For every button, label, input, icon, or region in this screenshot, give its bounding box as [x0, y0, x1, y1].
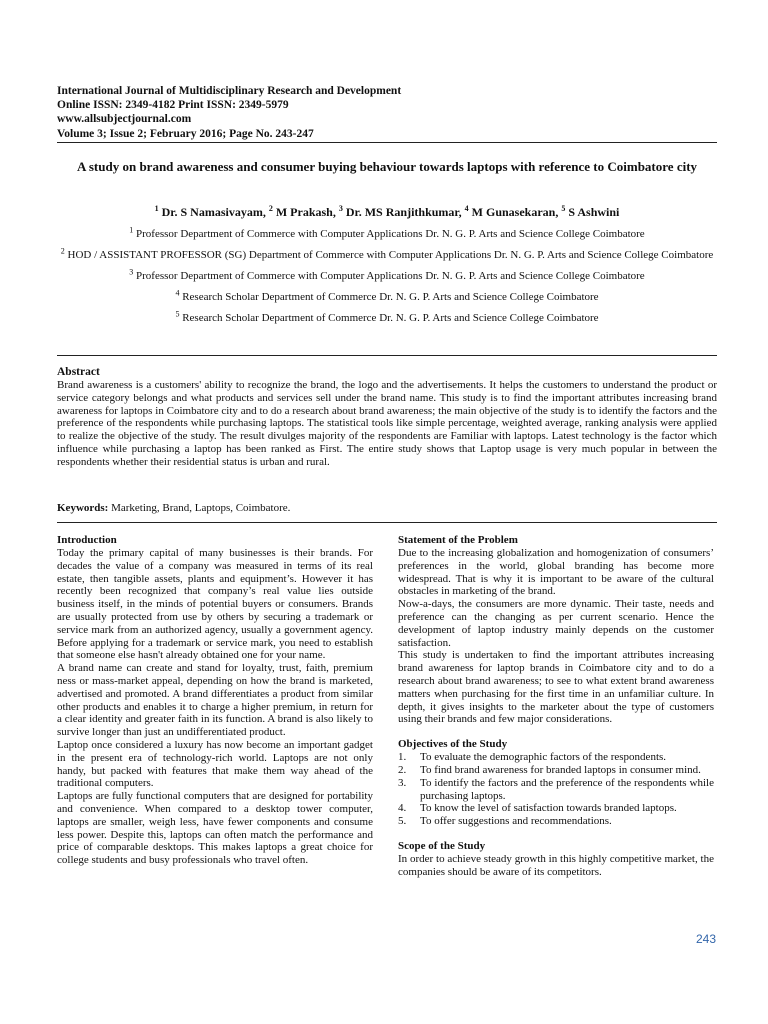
- scope-heading: Scope of the Study: [398, 839, 486, 852]
- journal-issn: Online ISSN: 2349-4182 Print ISSN: 2349-5979: [57, 99, 289, 112]
- author: $^4$ M Gunasekaran,: [464, 204, 559, 219]
- header-divider: [57, 142, 717, 143]
- author-list: [57, 202, 717, 222]
- affiliation-list: [57, 224, 717, 329]
- intro-paragraph: Today the primary capital of many businesses is their brands. For decades the value of a company was measured in terms of its real estate, then tangible assets, plants and equipment’s. However it has recently been recognized that company’s real value lies outside business itself, in the minds of potential buyers or consumers. Brands are usually protected from use by others by securing a trademark or service mark from an authorized agency, usually a government agency. Before applying for a trademark or service mark, you need to establish that someone else hasn't already obtained one for your name.: [57, 547, 373, 662]
- journal-header: [57, 84, 401, 141]
- keywords-label: Keywords:: [57, 502, 109, 514]
- problem-paragraph: This study is undertaken to find the important attributes increasing brand awareness for laptop brands in Coimbatore city and to do a research about brand awareness; to see to what extent brand awareness matters when purchasing for the first time in an unfamiliar culture. In depth, it gives insights to the marketer about the type of customers using their brands and few major considerations.: [398, 649, 714, 726]
- affiliation: $^5$ Research Scholar Department of Commerce Dr. N. G. P. Arts and Science College Coimbatore: [175, 309, 599, 324]
- right-column: [398, 534, 714, 879]
- abstract-heading: Abstract: [57, 366, 100, 378]
- intro-paragraph: A brand name can create and stand for loyalty, trust, faith, premium ness or mass-market appeal, depending on how the brand is marketed, advertised and promoted. A brand differentiates a product from similar other products and enables it to charge a higher premium, in return for a clear identity and greater faith in its function. A brand is also likely to survive longer than just an undifferentiated product.: [57, 662, 373, 739]
- affiliation: $^1$ Professor Department of Commerce with Computer Applications Dr. N. G. P. Arts and Science College Coimbatore: [129, 225, 645, 240]
- problem-heading: Statement of the Problem: [398, 534, 518, 546]
- keywords-text: Marketing, Brand, Laptops, Coimbatore.: [111, 502, 291, 514]
- list-item: 2. To find brand awareness for branded laptops in consumer mind.: [398, 763, 701, 776]
- journal-website[interactable]: www.allsubjectjournal.com: [57, 113, 192, 126]
- abstract-top-divider: [57, 355, 717, 356]
- affiliation: $^4$ Research Scholar Department of Commerce Dr. N. G. P. Arts and Science College Coimbatore: [175, 288, 599, 303]
- list-item: 4. To know the level of satisfaction towards branded laptops.: [398, 802, 677, 815]
- section-spacer: [398, 726, 714, 738]
- author: $^2$ M Prakash,: [268, 204, 336, 219]
- affiliation: $^2$ HOD / ASSISTANT PROFESSOR (SG) Department of Commerce with Computer Applications Dr. N. G. P. Arts and Science College Coimbatore: [60, 246, 714, 261]
- author: $^3$ Dr. MS Ranjithkumar,: [338, 204, 462, 219]
- author: $^5$ S Ashwini: [561, 204, 620, 219]
- objectives-heading: Objectives of the Study: [398, 738, 508, 751]
- intro-paragraph: Laptop once considered a luxury has now become an important gadget in the present era of technology-rich world. Laptops are not only handy, but packed with features that make them way ahead of the traditional computers.: [57, 738, 373, 790]
- problem-paragraph: Due to the increasing globalization and homogenization of consumers’ preferences in the world, global branding has become more widespread. That is why it is important to be aware of the cultural obstacles in marketing of the brand.: [398, 547, 714, 598]
- scope-paragraph: In order to achieve steady growth in this highly competitive market, the companies should be aware of its competitors.: [398, 852, 714, 878]
- abstract-text: Brand awareness is a customers' ability to recognize the brand, the logo and the advertisements. It helps the customers to understand the product or service category belongs and what products and services sell under the brand name. This study is to find the important attributes increasing brand awareness for laptops in Coimbatore city and to do a research about brand awareness; the main objective of the study is to identify the factors and the preference of the respondents while purchasing laptops. The statistical tools like simple percentage, weighted average, ranking analysis were applied to realize the objective of the study. The result divulges majority of the respondents are Familiar with laptops. Latest technology is the factor which influence while purchasing a laptop has been ranked as First. The entire study shows that Laptop usage is very much popular in between the respondents whether their residential status is urban and rural.: [57, 379, 717, 468]
- page-number: 243: [695, 932, 716, 946]
- list-item: 3. To identify the factors and the preference of the respondents while purchasing laptops.: [398, 776, 714, 802]
- problem-paragraph: Now-a-days, the consumers are more dynamic. Their taste, needs and preference can the changing as per current scenario. Hence the development of laptop industry mainly depends on the customer satisfaction.: [398, 598, 714, 649]
- affiliation: $^3$ Professor Department of Commerce with Computer Applications Dr. N. G. P. Arts and Science College Coimbatore: [129, 267, 645, 282]
- journal-name: International Journal of Multidisciplinary Research and Development: [57, 85, 402, 97]
- body-top-divider: [57, 522, 717, 523]
- author: $^1$ Dr. S Namasivayam,: [154, 204, 266, 219]
- journal-issue: Volume 3; Issue 2; February 2016; Page No. 243-247: [57, 127, 314, 140]
- intro-paragraph: Laptops are fully functional computers that are designed for portability and convenience. When compared to a desktop tower computer, laptops are smaller, weigh less, have fewer components and consume less power. Despite this, laptops can often match the performance and price of comparable desktops. This makes laptops a great choice for college students and busy professionals who travel often.: [57, 790, 373, 867]
- list-item: 5. To offer suggestions and recommendations.: [398, 815, 612, 828]
- section-spacer: [398, 828, 714, 840]
- objectives-list: [398, 751, 714, 828]
- keywords: [57, 502, 290, 514]
- introduction-heading: Introduction: [57, 534, 117, 546]
- paper-title: A study on brand awareness and consumer buying behaviour towards laptops with reference to Coimbatore city: [76, 159, 698, 174]
- list-item: 1. To evaluate the demographic factors of the respondents.: [398, 751, 667, 764]
- left-column: [57, 534, 373, 867]
